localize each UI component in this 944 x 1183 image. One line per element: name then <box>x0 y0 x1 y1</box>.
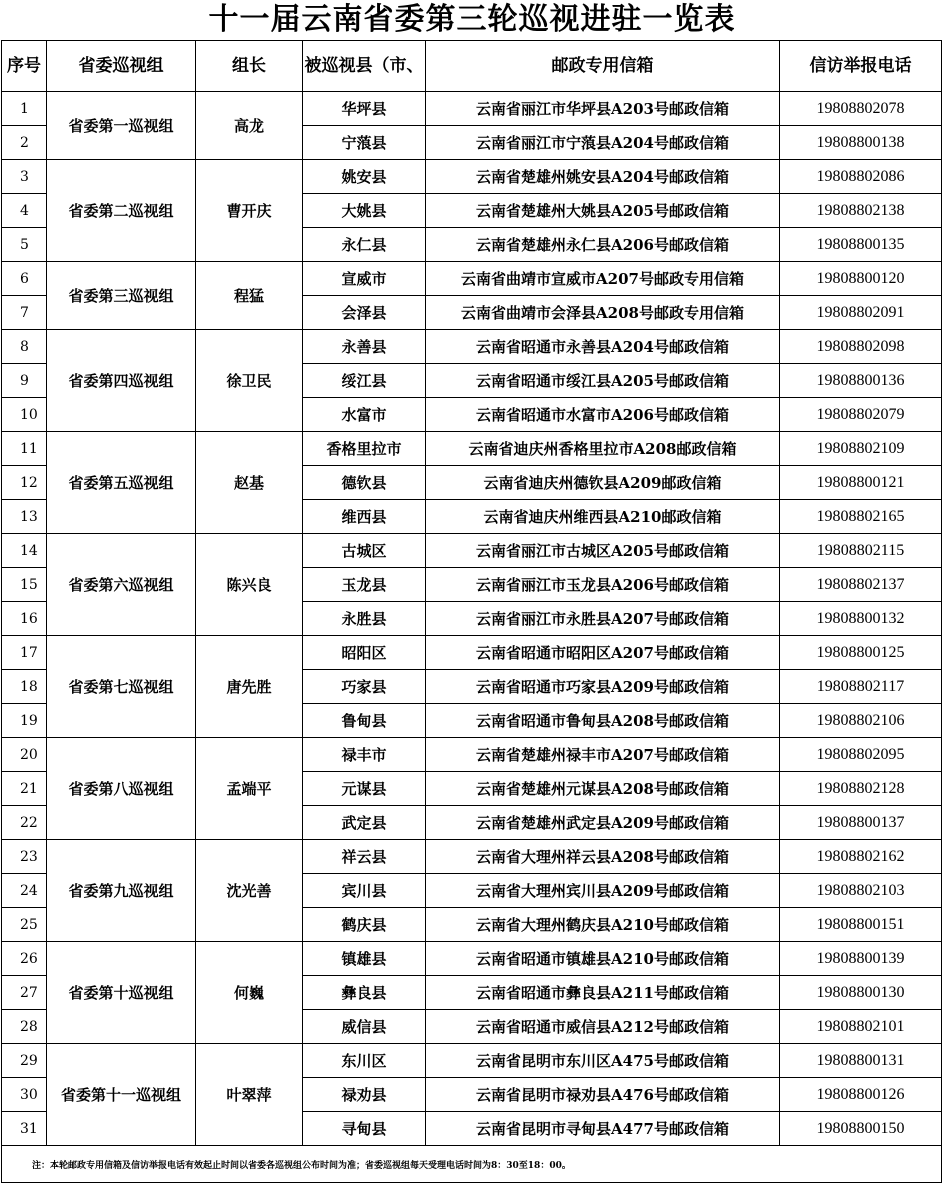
mailbox-cell: 云南省楚雄州姚安县A204号邮政信箱 <box>426 160 780 194</box>
county-cell: 东川区 <box>303 1044 426 1078</box>
phone-cell: 19808802078 <box>780 92 942 126</box>
header-county: 被巡视县（市、 <box>303 41 426 92</box>
mailbox-cell: 云南省昭通市彝良县A211号邮政信箱 <box>426 976 780 1010</box>
row-index-cell: 16 <box>2 602 47 636</box>
county-cell: 禄劝县 <box>303 1078 426 1112</box>
mailbox-cell: 云南省昭通市镇雄县A210号邮政信箱 <box>426 942 780 976</box>
county-cell: 镇雄县 <box>303 942 426 976</box>
phone-cell: 19808802162 <box>780 840 942 874</box>
county-cell: 寻甸县 <box>303 1112 426 1146</box>
mailbox-cell: 云南省迪庆州德钦县A209邮政信箱 <box>426 466 780 500</box>
header-index: 序号 <box>2 41 47 92</box>
mailbox-cell: 云南省昭通市威信县A212号邮政信箱 <box>426 1010 780 1044</box>
mailbox-cell: 云南省大理州祥云县A208号邮政信箱 <box>426 840 780 874</box>
table-row <box>2 92 942 126</box>
inspection-table <box>1 40 942 1183</box>
page-title: 十一届云南省委第三轮巡视进驻一览表 <box>208 2 736 37</box>
county-cell: 鹤庆县 <box>303 908 426 942</box>
row-index-cell: 29 <box>2 1044 47 1078</box>
row-index-cell: 21 <box>2 772 47 806</box>
group-leader-cell: 高龙 <box>196 92 303 160</box>
table-row <box>2 534 942 568</box>
group-leader-cell: 徐卫民 <box>196 330 303 432</box>
phone-cell: 19808802106 <box>780 704 942 738</box>
mailbox-cell: 云南省昆明市东川区A475号邮政信箱 <box>426 1044 780 1078</box>
header-mailbox: 邮政专用信箱 <box>426 41 780 92</box>
group-name-cell: 省委第八巡视组 <box>47 738 196 840</box>
footnote: 注：本轮邮政专用信箱及信访举报电话有效起止时间以省委各巡视组公布时间为准；省委巡视组每天受理电话时间为8：30至18：00。 <box>2 1146 942 1183</box>
group-name-cell: 省委第二巡视组 <box>47 160 196 262</box>
row-index-cell: 9 <box>2 364 47 398</box>
row-index-cell: 2 <box>2 126 47 160</box>
phone-cell: 19808802138 <box>780 194 942 228</box>
phone-cell: 19808800125 <box>780 636 942 670</box>
phone-cell: 19808800138 <box>780 126 942 160</box>
county-cell: 大姚县 <box>303 194 426 228</box>
phone-cell: 19808802098 <box>780 330 942 364</box>
county-cell: 会泽县 <box>303 296 426 330</box>
mailbox-cell: 云南省丽江市永胜县A207号邮政信箱 <box>426 602 780 636</box>
row-index-cell: 23 <box>2 840 47 874</box>
mailbox-cell: 云南省丽江市玉龙县A206号邮政信箱 <box>426 568 780 602</box>
row-index-cell: 27 <box>2 976 47 1010</box>
header-group: 省委巡视组 <box>47 41 196 92</box>
phone-cell: 19808800150 <box>780 1112 942 1146</box>
phone-cell: 19808802115 <box>780 534 942 568</box>
county-cell: 武定县 <box>303 806 426 840</box>
phone-cell: 19808800135 <box>780 228 942 262</box>
header-row <box>2 41 942 92</box>
row-index-cell: 6 <box>2 262 47 296</box>
phone-cell: 19808802109 <box>780 432 942 466</box>
county-cell: 维西县 <box>303 500 426 534</box>
mailbox-cell: 云南省昭通市昭阳区A207号邮政信箱 <box>426 636 780 670</box>
county-cell: 永胜县 <box>303 602 426 636</box>
table-row <box>2 840 942 874</box>
group-name-cell: 省委第六巡视组 <box>47 534 196 636</box>
county-cell: 巧家县 <box>303 670 426 704</box>
county-cell: 德钦县 <box>303 466 426 500</box>
row-index-cell: 12 <box>2 466 47 500</box>
group-name-cell: 省委第九巡视组 <box>47 840 196 942</box>
mailbox-cell: 云南省大理州鹤庆县A210号邮政信箱 <box>426 908 780 942</box>
county-cell: 永善县 <box>303 330 426 364</box>
county-cell: 香格里拉市 <box>303 432 426 466</box>
group-leader-cell: 何巍 <box>196 942 303 1044</box>
row-index-cell: 4 <box>2 194 47 228</box>
row-index-cell: 10 <box>2 398 47 432</box>
group-name-cell: 省委第五巡视组 <box>47 432 196 534</box>
group-leader-cell: 孟端平 <box>196 738 303 840</box>
table-row <box>2 738 942 772</box>
county-cell: 绥江县 <box>303 364 426 398</box>
phone-cell: 19808802117 <box>780 670 942 704</box>
group-leader-cell: 叶翠萍 <box>196 1044 303 1146</box>
table-row <box>2 942 942 976</box>
group-name-cell: 省委第十一巡视组 <box>47 1044 196 1146</box>
row-index-cell: 8 <box>2 330 47 364</box>
mailbox-cell: 云南省丽江市古城区A205号邮政信箱 <box>426 534 780 568</box>
row-index-cell: 15 <box>2 568 47 602</box>
phone-cell: 19808800121 <box>780 466 942 500</box>
table-row <box>2 330 942 364</box>
county-cell: 水富市 <box>303 398 426 432</box>
mailbox-cell: 云南省昭通市绥江县A205号邮政信箱 <box>426 364 780 398</box>
phone-cell: 19808800137 <box>780 806 942 840</box>
group-leader-cell: 曹开庆 <box>196 160 303 262</box>
mailbox-cell: 云南省楚雄州武定县A209号邮政信箱 <box>426 806 780 840</box>
header-leader: 组长 <box>196 41 303 92</box>
row-index-cell: 31 <box>2 1112 47 1146</box>
mailbox-cell: 云南省丽江市宁蒗县A204号邮政信箱 <box>426 126 780 160</box>
row-index-cell: 1 <box>2 92 47 126</box>
table-row <box>2 262 942 296</box>
phone-cell: 19808802128 <box>780 772 942 806</box>
mailbox-cell: 云南省楚雄州永仁县A206号邮政信箱 <box>426 228 780 262</box>
row-index-cell: 13 <box>2 500 47 534</box>
phone-cell: 19808800130 <box>780 976 942 1010</box>
row-index-cell: 7 <box>2 296 47 330</box>
row-index-cell: 14 <box>2 534 47 568</box>
row-index-cell: 26 <box>2 942 47 976</box>
phone-cell: 19808800136 <box>780 364 942 398</box>
table-row <box>2 636 942 670</box>
county-cell: 玉龙县 <box>303 568 426 602</box>
footnote-row <box>2 1146 942 1183</box>
county-cell: 姚安县 <box>303 160 426 194</box>
mailbox-cell: 云南省曲靖市宣威市A207号邮政专用信箱 <box>426 262 780 296</box>
phone-cell: 19808800120 <box>780 262 942 296</box>
row-index-cell: 5 <box>2 228 47 262</box>
group-leader-cell: 沈光善 <box>196 840 303 942</box>
mailbox-cell: 云南省曲靖市会泽县A208号邮政专用信箱 <box>426 296 780 330</box>
row-index-cell: 18 <box>2 670 47 704</box>
county-cell: 古城区 <box>303 534 426 568</box>
county-cell: 华坪县 <box>303 92 426 126</box>
header-phone: 信访举报电话 <box>780 41 942 92</box>
row-index-cell: 20 <box>2 738 47 772</box>
row-index-cell: 30 <box>2 1078 47 1112</box>
phone-cell: 19808802079 <box>780 398 942 432</box>
group-name-cell: 省委第一巡视组 <box>47 92 196 160</box>
county-cell: 宁蒗县 <box>303 126 426 160</box>
table-row <box>2 1044 942 1078</box>
phone-cell: 19808800131 <box>780 1044 942 1078</box>
group-name-cell: 省委第十巡视组 <box>47 942 196 1044</box>
row-index-cell: 28 <box>2 1010 47 1044</box>
group-leader-cell: 唐先胜 <box>196 636 303 738</box>
row-index-cell: 3 <box>2 160 47 194</box>
mailbox-cell: 云南省昭通市鲁甸县A208号邮政信箱 <box>426 704 780 738</box>
mailbox-cell: 云南省昭通市永善县A204号邮政信箱 <box>426 330 780 364</box>
row-index-cell: 25 <box>2 908 47 942</box>
phone-cell: 19808802086 <box>780 160 942 194</box>
mailbox-cell: 云南省昆明市寻甸县A477号邮政信箱 <box>426 1112 780 1146</box>
row-index-cell: 24 <box>2 874 47 908</box>
table-body <box>2 92 942 1183</box>
table-row <box>2 432 942 466</box>
county-cell: 禄丰市 <box>303 738 426 772</box>
group-leader-cell: 程猛 <box>196 262 303 330</box>
county-cell: 永仁县 <box>303 228 426 262</box>
mailbox-cell: 云南省昭通市水富市A206号邮政信箱 <box>426 398 780 432</box>
mailbox-cell: 云南省迪庆州维西县A210邮政信箱 <box>426 500 780 534</box>
phone-cell: 19808802091 <box>780 296 942 330</box>
mailbox-cell: 云南省楚雄州禄丰市A207号邮政信箱 <box>426 738 780 772</box>
row-index-cell: 11 <box>2 432 47 466</box>
group-name-cell: 省委第七巡视组 <box>47 636 196 738</box>
county-cell: 元谋县 <box>303 772 426 806</box>
county-cell: 昭阳区 <box>303 636 426 670</box>
mailbox-cell: 云南省昭通市巧家县A209号邮政信箱 <box>426 670 780 704</box>
county-cell: 彝良县 <box>303 976 426 1010</box>
county-cell: 威信县 <box>303 1010 426 1044</box>
county-cell: 宣威市 <box>303 262 426 296</box>
mailbox-cell: 云南省楚雄州大姚县A205号邮政信箱 <box>426 194 780 228</box>
phone-cell: 19808802101 <box>780 1010 942 1044</box>
phone-cell: 19808800132 <box>780 602 942 636</box>
phone-cell: 19808800151 <box>780 908 942 942</box>
phone-cell: 19808802137 <box>780 568 942 602</box>
group-name-cell: 省委第四巡视组 <box>47 330 196 432</box>
mailbox-cell: 云南省昆明市禄劝县A476号邮政信箱 <box>426 1078 780 1112</box>
county-cell: 祥云县 <box>303 840 426 874</box>
row-index-cell: 17 <box>2 636 47 670</box>
phone-cell: 19808802103 <box>780 874 942 908</box>
mailbox-cell: 云南省大理州宾川县A209号邮政信箱 <box>426 874 780 908</box>
mailbox-cell: 云南省丽江市华坪县A203号邮政信箱 <box>426 92 780 126</box>
phone-cell: 19808800139 <box>780 942 942 976</box>
phone-cell: 19808802095 <box>780 738 942 772</box>
mailbox-cell: 云南省楚雄州元谋县A208号邮政信箱 <box>426 772 780 806</box>
group-leader-cell: 陈兴良 <box>196 534 303 636</box>
group-leader-cell: 赵基 <box>196 432 303 534</box>
phone-cell: 19808800126 <box>780 1078 942 1112</box>
county-cell: 宾川县 <box>303 874 426 908</box>
row-index-cell: 22 <box>2 806 47 840</box>
phone-cell: 19808802165 <box>780 500 942 534</box>
row-index-cell: 19 <box>2 704 47 738</box>
table-row <box>2 160 942 194</box>
county-cell: 鲁甸县 <box>303 704 426 738</box>
mailbox-cell: 云南省迪庆州香格里拉市A208邮政信箱 <box>426 432 780 466</box>
group-name-cell: 省委第三巡视组 <box>47 262 196 330</box>
